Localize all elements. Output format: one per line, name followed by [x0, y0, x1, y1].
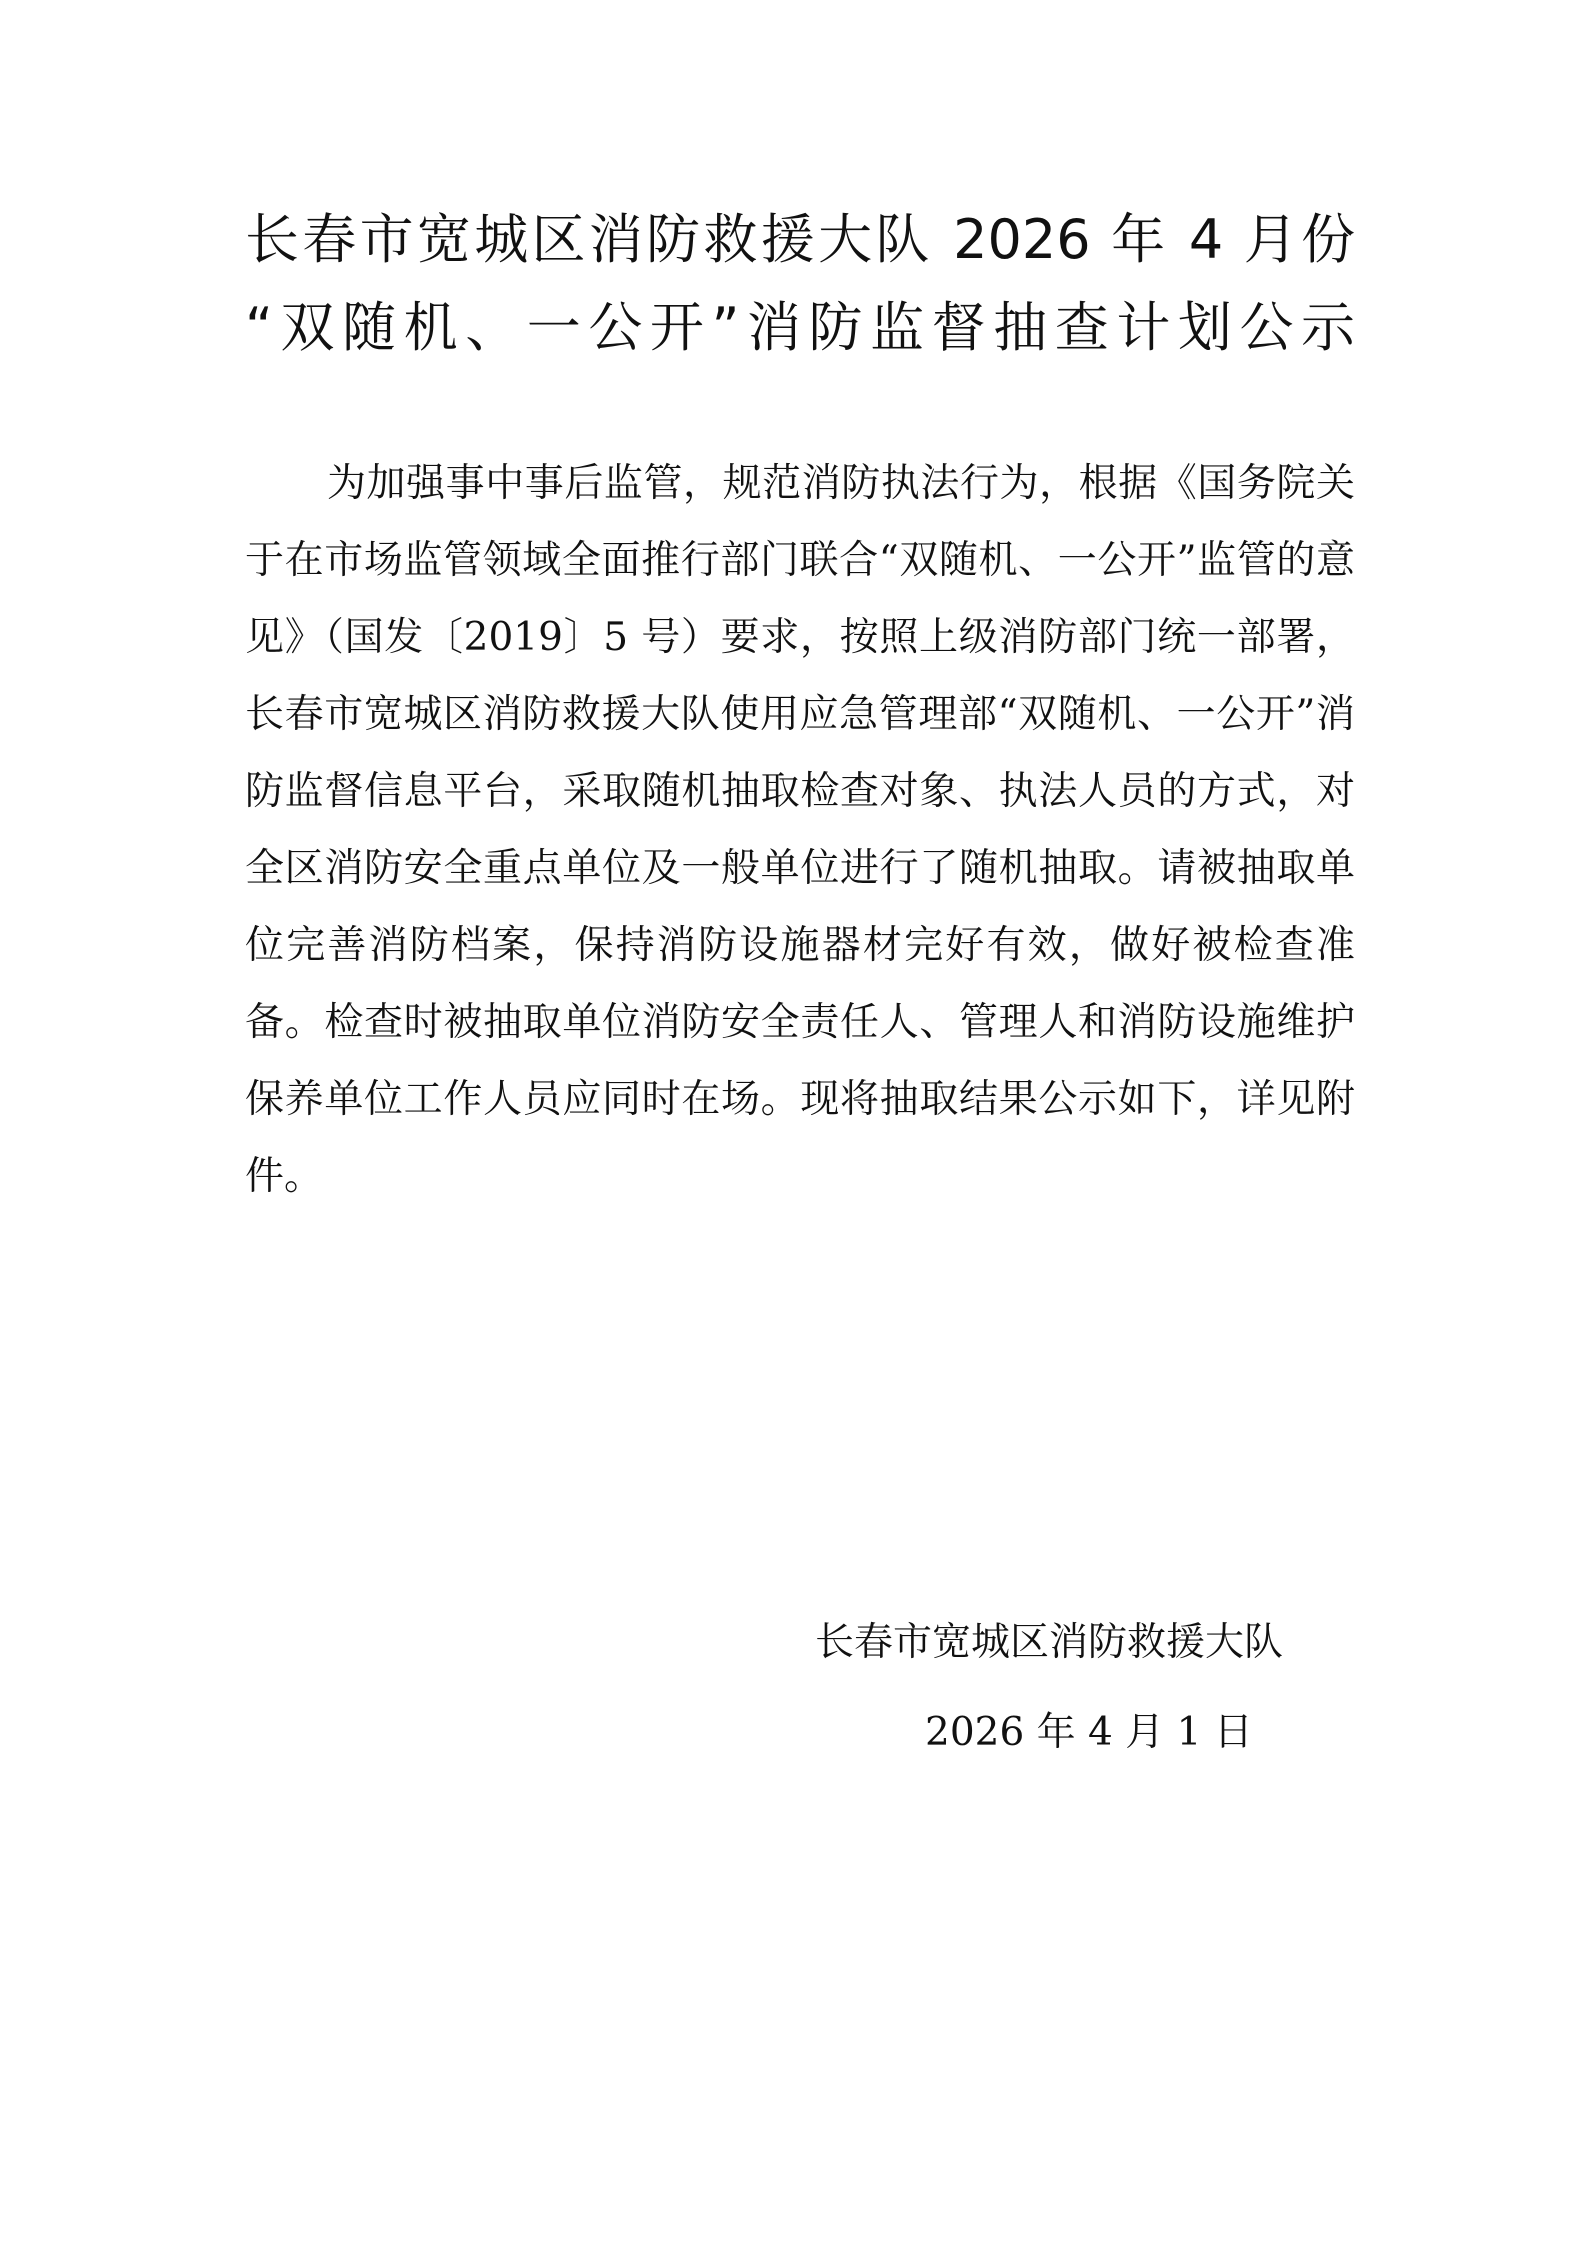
title-line-2: “双随机、一公开”消防监督抽查计划公示 [245, 296, 1355, 359]
body-paragraph: 为加强事中事后监管，规范消防执法行为，根据《国务院关于在市场监管领域全面推行部门联合“双随机、一公开”监管的意见》（国发〔2019〕5 号）要求，按照上级消防部门统一部署，长春市宽城区消防救援大队使用应急管理部“双随机、一公开”消防监督信息平台，采取随机抽取检查对象、执法人员的方式，对全区消防安全重点单位及一般单位进行了随机抽取。请被抽取单位完善消防档案，保持消防设施器材完好有效，做好被检查准备。检查时被抽取单位消防安全责任人、管理人和消防设施维护保养单位工作人员应同时在场。现将抽取结果公示如下，详见附件。 [245, 461, 1355, 1199]
page-title [245, 196, 1355, 372]
title-line-1: 长春市宽城区消防救援大队 2026 年 4 月份 [245, 208, 1355, 271]
issue-date: 2026 年 4 月 1 日 [925, 1710, 1253, 1755]
issuer-signature: 长春市宽城区消防救援大队 [815, 1620, 1284, 1665]
